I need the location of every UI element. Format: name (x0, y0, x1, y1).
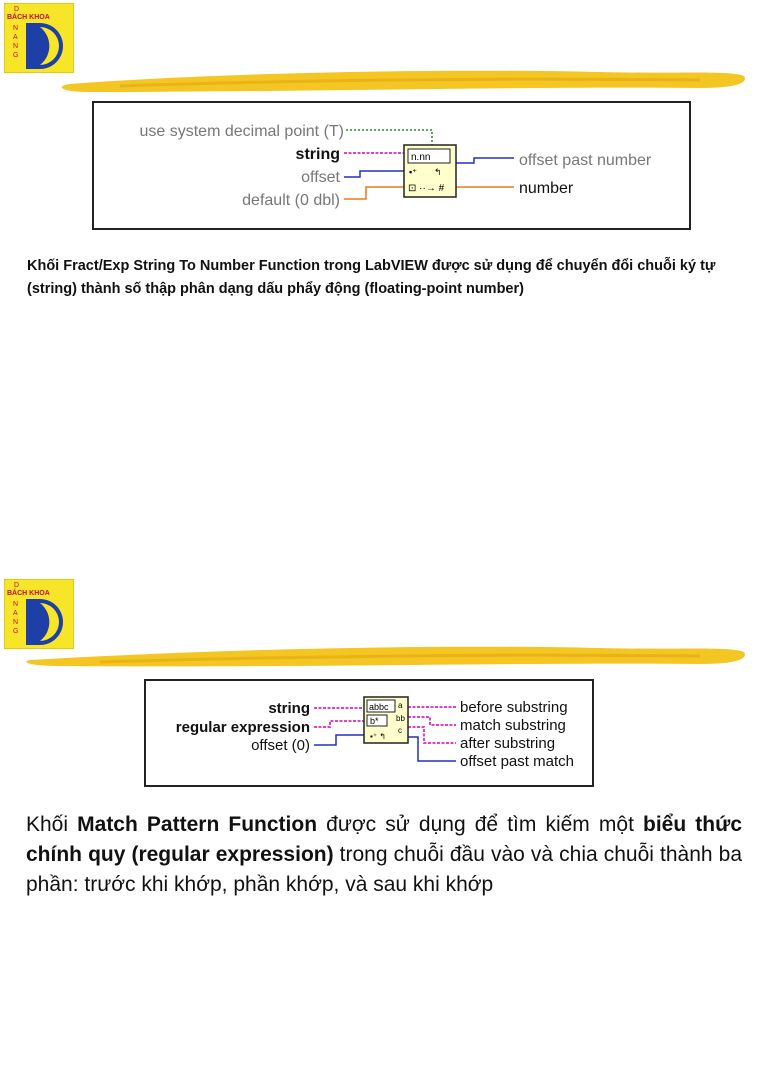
svg-text:abbc: abbc (369, 702, 389, 712)
svg-text:N: N (13, 601, 19, 608)
svg-text:⊡ ··→ #: ⊡ ··→ # (408, 183, 445, 194)
input-use-system-decimal-point: use system decimal point (T) (139, 123, 344, 140)
bold-regex: biểu thức chính quy (regular expression) (26, 813, 742, 866)
svg-text:▪⁺: ▪⁺ (409, 167, 417, 177)
logo-brand: BÁCH KHOA (7, 14, 50, 21)
svg-text:N: N (13, 43, 19, 50)
bold-match-pattern: Match Pattern Function (77, 813, 318, 836)
input-regular-expression: regular expression (175, 719, 310, 736)
svg-text:G: G (13, 628, 19, 635)
output-number: number (519, 180, 574, 197)
match-pattern-diagram (144, 679, 594, 787)
svg-text:G: G (13, 52, 19, 59)
output-offset-past-number: offset past number (519, 152, 652, 169)
input-string: string (295, 146, 340, 163)
svg-text:A: A (13, 34, 18, 41)
input-string: string (268, 700, 310, 717)
svg-text:↰: ↰ (434, 167, 442, 177)
brush-stroke-divider (0, 634, 768, 674)
svg-text:N: N (13, 619, 19, 626)
fract-exp-diagram (92, 101, 691, 230)
svg-text:▪⁺ ↰: ▪⁺ ↰ (370, 732, 386, 741)
svg-text:bb: bb (396, 714, 405, 723)
svg-text:BÁCH KHOA: BÁCH KHOA (7, 590, 50, 597)
slide1-caption: Khối Fract/Exp String To Number Function trong LabVIEW được sử dụng để chuyển đổi chuỗi ký tự (string) thành số thập phân dạng dấu phẩy động (floating-point number) (27, 258, 716, 297)
output-before-substring: before substring (460, 699, 568, 716)
brush-stroke-divider (0, 60, 768, 100)
output-match-substring: match substring (460, 717, 566, 734)
input-offset: offset (301, 169, 340, 186)
svg-text:n.nn: n.nn (411, 152, 431, 163)
logo-top-letter: D (14, 6, 20, 13)
svg-text:a: a (398, 701, 403, 710)
output-offset-past-match: offset past match (460, 753, 574, 770)
svg-text:A: A (13, 610, 18, 617)
slide-1 (0, 0, 768, 512)
svg-text:D: D (14, 582, 20, 589)
slide2-caption: Khối Match Pattern Function được sử dụng để tìm kiếm một biểu thức chính quy (regular expression) trong chuỗi đầu vào và chia chuỗi thành ba phần: trước khi khớp, phần khớp, và sau khi khớp (26, 813, 742, 896)
output-after-substring: after substring (460, 735, 556, 752)
svg-text:c: c (398, 726, 402, 735)
input-default: default (0 dbl) (242, 192, 340, 209)
svg-text:N: N (13, 25, 19, 32)
input-offset: offset (0) (251, 737, 310, 754)
svg-text:b*: b* (370, 716, 379, 726)
